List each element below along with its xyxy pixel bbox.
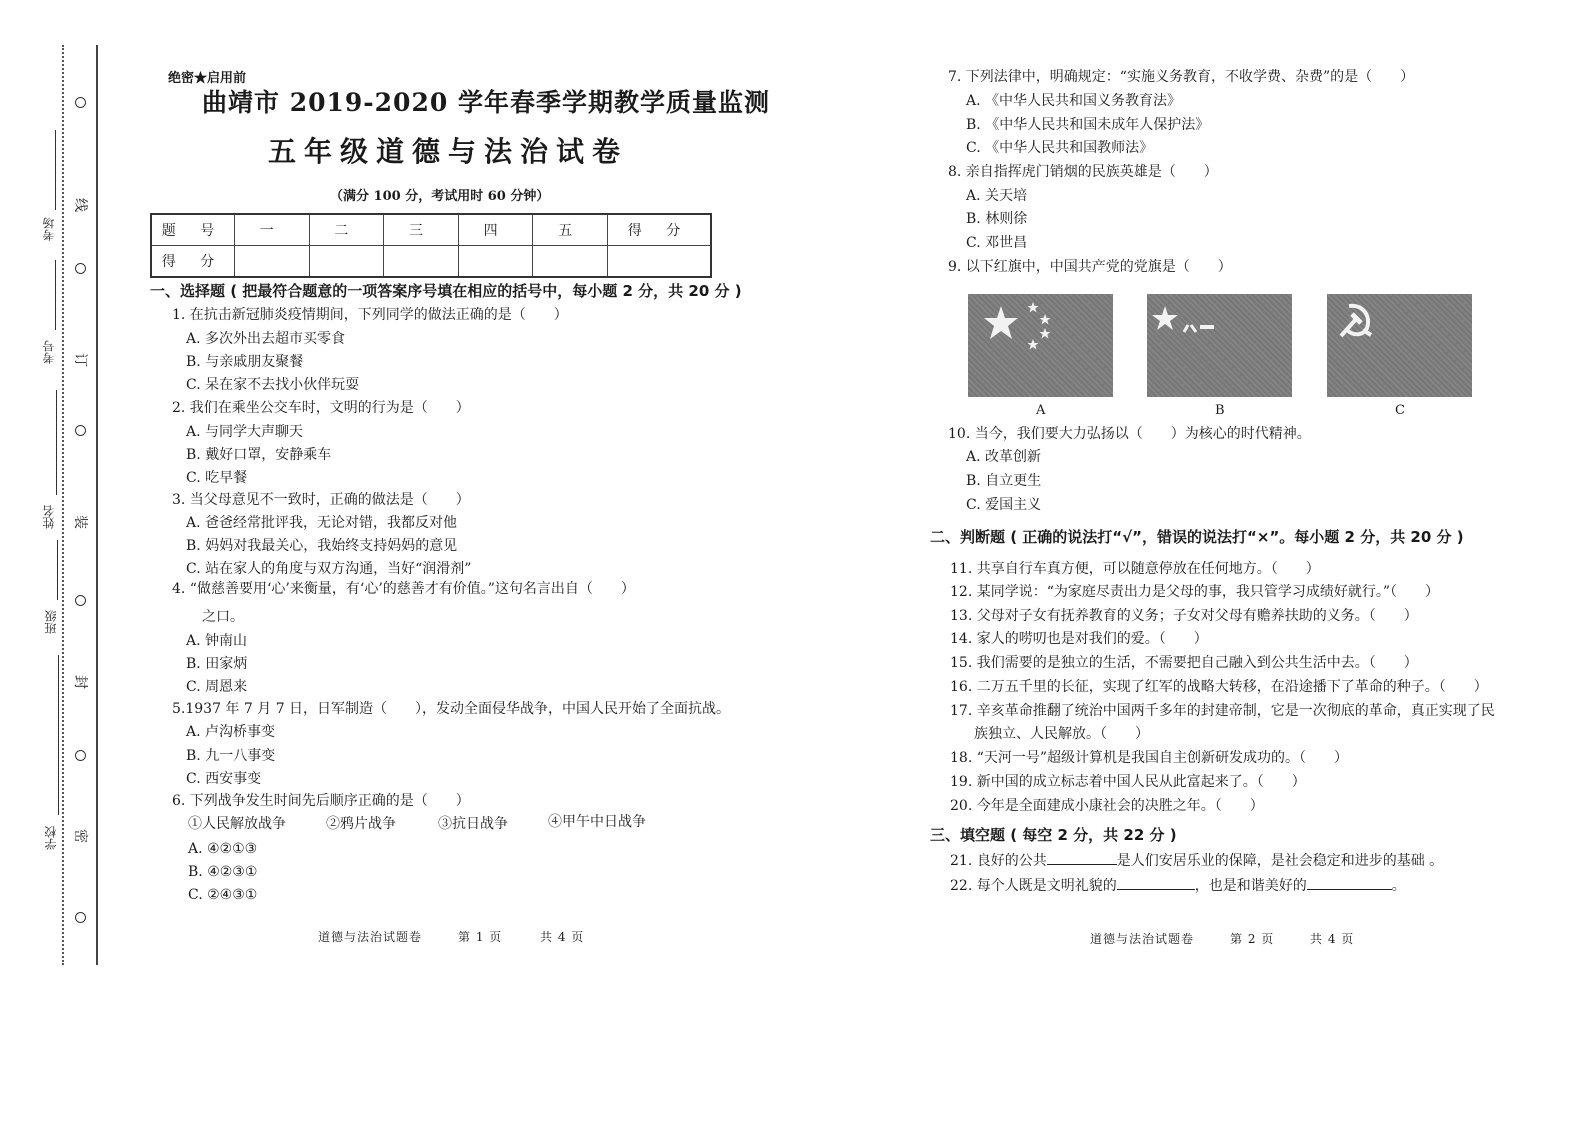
question-option: A. 卢沟桥事变 <box>186 724 276 740</box>
exam-note: （满分 100 分，考试用时 60 分钟） <box>330 189 550 204</box>
field-line-exam-number[interactable] <box>55 260 56 330</box>
footer-title: 道德与法治试题卷 <box>1090 932 1195 946</box>
section2-heading: 二、判断题 ( 正确的说法打“√”，错误的说法打“×”。每小题 2 分，共 20 分 ) <box>930 528 1464 546</box>
confidential-label: 绝密★启用前 <box>168 71 247 86</box>
judgment-item: 17. 辛亥革命推翻了统治中国两千多年的封建帝制，它是一次彻底的革命，真正实现了民 <box>950 703 1495 719</box>
binding-hole-icon <box>75 263 86 274</box>
question-option: A. 多次外出去超市买零食 <box>186 331 346 347</box>
fill-blank[interactable] <box>1117 875 1195 890</box>
question-option: C. 呆在家不去找小伙伴玩耍 <box>186 377 360 393</box>
five-star-flag-icon <box>968 294 1113 397</box>
question-option: C. 站在家人的角度与双方沟通，当好“润滑剂” <box>186 561 472 577</box>
judgment-item: 15. 我们需要的是独立的生活，不需要把自己融入到公共生活中去。（ ） <box>950 655 1418 671</box>
hammer-sickle-flag-icon <box>1327 294 1472 397</box>
question-option: A. 爸爸经常批评我，无论对错，我都反对他 <box>186 515 458 531</box>
question-option: A. 《中华人民共和国义务教育法》 <box>966 93 1182 109</box>
score-cell[interactable] <box>608 246 712 278</box>
seal-word-ding: 订 <box>72 353 88 367</box>
score-cell[interactable] <box>533 246 608 278</box>
judgment-item: 19. 新中国的成立标志着中国人民从此富起来了。（ ） <box>950 774 1306 790</box>
judgment-item: 14. 家人的唠叨也是对我们的爱。（ ） <box>950 631 1208 647</box>
question-stem: 6. 下列战争发生时间先后顺序正确的是（ ） <box>172 793 470 809</box>
flag-label-a: A <box>1036 403 1046 418</box>
score-cell[interactable] <box>458 246 533 278</box>
fill-text: 21. 良好的公共 <box>950 853 1047 869</box>
fill-blank[interactable] <box>1047 850 1117 865</box>
fill-blank[interactable] <box>1307 875 1392 890</box>
question-option: B. ④②③① <box>188 864 258 880</box>
binding-hole-icon <box>75 912 86 923</box>
question-option: B. 《中华人民共和国未成年人保护法》 <box>966 117 1210 133</box>
question-option: B. 林则徐 <box>966 211 1028 227</box>
judgment-item: 13. 父母对子女有抚养教育的义务；子女对父母有赡养扶助的义务。（ ） <box>950 608 1418 624</box>
judgment-item: 20. 今年是全面建成小康社会的决胜之年。（ ） <box>950 798 1264 814</box>
question-option: C. 西安事变 <box>186 771 262 787</box>
question-option: A. 改革创新 <box>966 449 1042 465</box>
fill-question-21 <box>950 850 1443 870</box>
fill-text: 是人们安居乐业的保障，是社会稳定和进步的基础 。 <box>1116 853 1444 869</box>
score-row-label: 得 分 <box>151 246 235 278</box>
seal-word-xian: 线 <box>72 198 88 212</box>
question-option: B. 自立更生 <box>966 473 1042 489</box>
question-option: C. ②④③① <box>188 887 258 903</box>
section1-heading: 一、选择题 ( 把最符合题意的一项答案序号填在相应的括号中，每小题 2 分，共 20 分 ) <box>150 282 742 300</box>
war-item: ③抗日战争 <box>438 816 508 832</box>
binding-hole-icon <box>75 97 86 108</box>
exam-title-line1: 曲靖市 2019-2020 学年春季学期教学质量监测 <box>202 88 770 117</box>
footer-title: 道德与法治试题卷 <box>318 930 423 944</box>
score-header-cell: 二 <box>309 214 384 246</box>
field-line-class[interactable] <box>57 540 58 600</box>
field-line-school[interactable] <box>58 655 59 815</box>
question-stem-continuation: 之口。 <box>202 609 244 625</box>
question-option: B. 戴好口罩，安静乘车 <box>186 447 332 463</box>
judgment-item: 11. 共享自行车真方便，可以随意停放在任何地方。（ ） <box>950 561 1320 577</box>
score-header-cell: 一 <box>235 214 310 246</box>
binding-solid-line <box>96 45 98 965</box>
question-option: B. 田家炳 <box>186 656 248 672</box>
question-option: B. 与亲戚朋友聚餐 <box>186 354 304 370</box>
question-option: C. 周恩来 <box>186 679 248 695</box>
question-option: A. 钟南山 <box>186 633 248 649</box>
question-option: A. ④②①③ <box>188 841 258 857</box>
question-stem: 9. 以下红旗中，中国共产党的党旗是（ ） <box>948 259 1232 275</box>
score-header-cell: 三 <box>384 214 459 246</box>
binding-hole-icon <box>75 595 86 606</box>
fill-text: ，也是和谐美好的 <box>1194 878 1307 894</box>
score-header-cell: 四 <box>458 214 533 246</box>
score-header-cell: 得 分 <box>608 214 712 246</box>
question-stem: 8. 亲自指挥虎门销烟的民族英雄是（ ） <box>948 164 1218 180</box>
score-cell[interactable] <box>235 246 310 278</box>
judgment-item: 16. 二万五千里的长征，实现了红军的战略大转移，在沿途播下了革命的种子。（ ） <box>950 679 1488 695</box>
judgment-item-continuation: 族独立、人民解放。（ ） <box>974 726 1149 742</box>
question-stem: 5.1937 年 7 月 7 日，日军制造（ ），发动全面侵华战争，中国人民开始了全面抗战。 <box>172 701 731 717</box>
question-stem: 3. 当父母意见不一致时，正确的做法是（ ） <box>172 492 470 508</box>
question-stem: 2. 我们在乘坐公交车时，文明的行为是（ ） <box>172 400 470 416</box>
question-stem: 7. 下列法律中，明确规定：“实施义务教育，不收学费、杂费”的是（ ） <box>948 69 1415 85</box>
question-option: A. 关天培 <box>966 188 1028 204</box>
fill-question-22 <box>950 875 1406 895</box>
field-line-exam-room[interactable] <box>55 130 56 210</box>
question-option: B. 九一八事变 <box>186 748 276 764</box>
flag-label-b: B <box>1215 403 1225 418</box>
field-label-exam-room: 考场 <box>42 217 56 241</box>
seal-word-feng: 封 <box>72 675 88 689</box>
judgment-item: 18. “天河一号”超级计算机是我国自主创新研发成功的。（ ） <box>950 750 1349 766</box>
score-table-header-row <box>151 214 711 246</box>
war-item: ②鸦片战争 <box>326 816 396 832</box>
seal-word-mi: 密 <box>72 829 88 843</box>
question-option: C. 邓世昌 <box>966 235 1028 251</box>
field-label-class: 班级 <box>44 610 58 634</box>
question-option: C. 《中华人民共和国教师法》 <box>966 140 1154 156</box>
score-header-cell: 五 <box>533 214 608 246</box>
seal-word-zhuang: 装 <box>72 515 88 529</box>
fill-text: 。 <box>1391 878 1406 894</box>
section3-heading: 三、填空题 ( 每空 2 分，共 22 分 ) <box>930 826 1177 844</box>
question-stem: 1. 在抗击新冠肺炎疫情期间，下列同学的做法正确的是（ ） <box>172 307 568 323</box>
score-table-score-row <box>151 246 711 278</box>
footer-page: 第 1 页 <box>458 930 503 944</box>
question-stem: 4. “做慈善要用‘心’来衡量，有‘心’的慈善才有价值。”这句名言出自（ ） <box>172 581 635 597</box>
footer-total: 共 4 页 <box>540 930 585 944</box>
exam-title-line2: 五年级道德与法治试卷 <box>268 135 629 168</box>
question-option: C. 爱国主义 <box>966 497 1042 513</box>
war-item: ①人民解放战争 <box>188 816 286 832</box>
field-label-name: 姓名 <box>42 505 56 529</box>
field-label-exam-number: 考号 <box>42 340 56 364</box>
binding-hole-icon <box>75 425 86 436</box>
flag-label-c: C <box>1395 403 1405 418</box>
fill-text: 22. 每个人既是文明礼貌的 <box>950 878 1117 894</box>
score-cell[interactable] <box>384 246 459 278</box>
bayi-flag-icon <box>1147 294 1292 397</box>
field-label-school: 学校 <box>44 826 58 850</box>
judgment-item: 12. 某同学说：“为家庭尽责出力是父母的事，我只管学习成绩好就行。”（ ） <box>950 584 1440 600</box>
footer-page: 第 2 页 <box>1230 932 1275 946</box>
question-option: C. 吃早餐 <box>186 470 248 486</box>
field-line-name[interactable] <box>56 390 57 495</box>
question-option: A. 与同学大声聊天 <box>186 424 304 440</box>
war-item: ④甲午中日战争 <box>548 814 646 830</box>
binding-hole-icon <box>75 750 86 761</box>
score-header-cell: 题 号 <box>151 214 235 246</box>
footer-total: 共 4 页 <box>1310 932 1355 946</box>
question-stem: 10. 当今，我们要大力弘扬以（ ）为核心的时代精神。 <box>948 426 1311 442</box>
score-table <box>150 213 712 278</box>
score-cell[interactable] <box>309 246 384 278</box>
fold-dotted-line <box>62 45 64 965</box>
question-option: B. 妈妈对我最关心，我始终支持妈妈的意见 <box>186 538 458 554</box>
